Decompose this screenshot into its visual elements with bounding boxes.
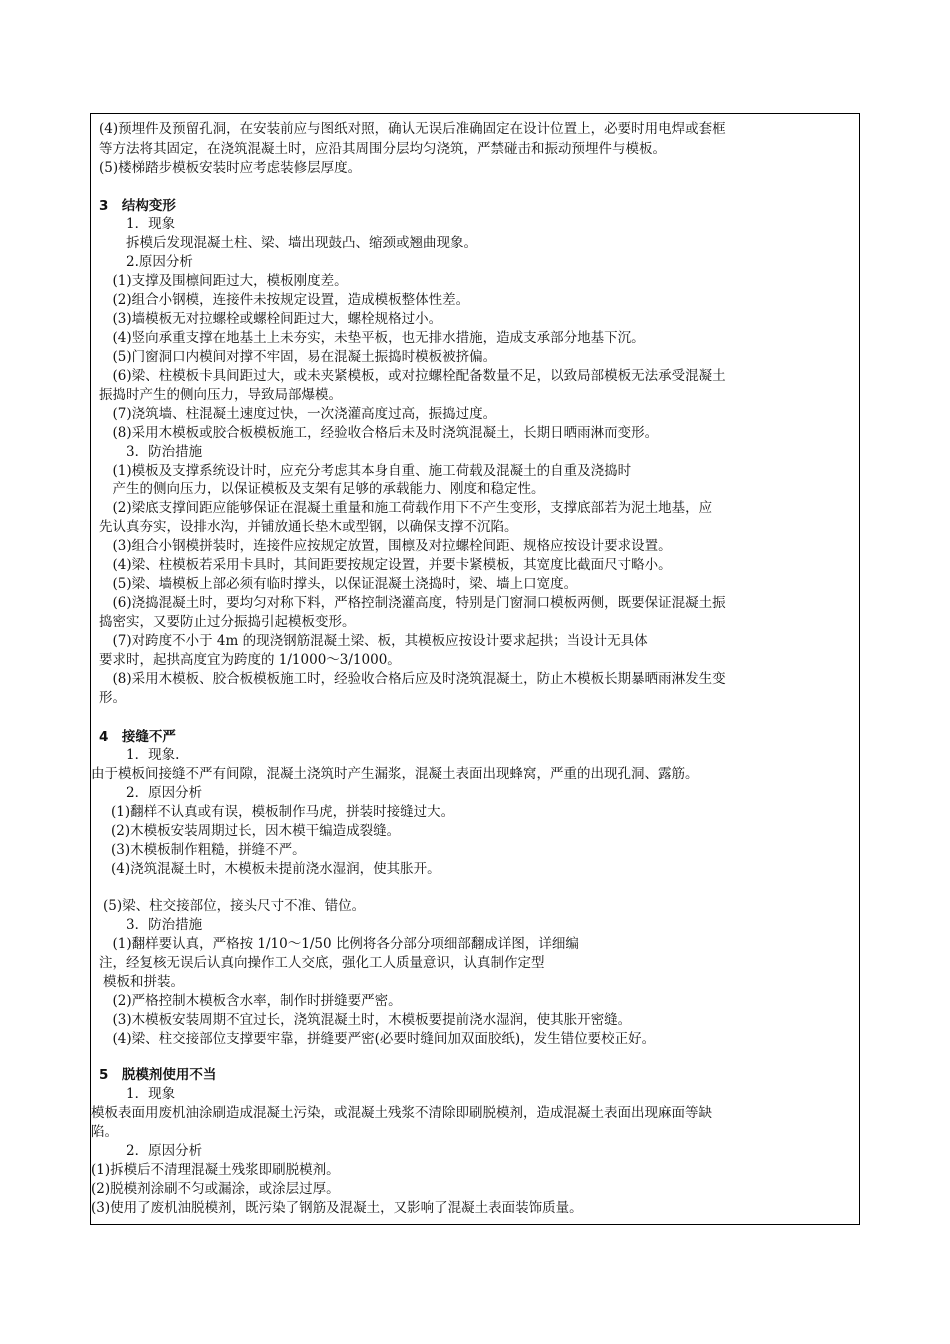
section-heading: 4 接缝不严 bbox=[99, 729, 176, 745]
text-line: (5)梁、柱交接部位，接头尺寸不准、错位。 bbox=[103, 898, 366, 914]
text-line: (3)使用了废机油脱模剂，既污染了钢筋及混凝土，又影响了混凝土表面装饰质量。 bbox=[91, 1200, 583, 1216]
text-line: (2)梁底支撑间距应能够保证在混凝土重量和施工荷载作用下不产生变形，支撑底部若为泥土地基，应 bbox=[99, 500, 713, 516]
text-line: (4)梁、柱交接部位支撑要牢靠，拼缝要严密(必要时缝间加双面胶纸)，发生错位要校正好。 bbox=[99, 1031, 656, 1047]
text-line: (4)浇筑混凝土时，木模板未提前浇水湿润，使其胀开。 bbox=[111, 861, 441, 877]
text-line: (4)预埋件及预留孔洞，在安装前应与图纸对照，确认无误后准确固定在设计位置上，必要时用电焊或套框 bbox=[99, 121, 726, 137]
text-line: (7)对跨度不小于 4m 的现浇钢筋混凝土梁、板，其模板应按设计要求起拱；当设计无具体 bbox=[99, 633, 648, 649]
text-line: (2)木模板安装周期过长，因木模干编造成裂缝。 bbox=[111, 823, 401, 839]
text-line: (1)拆模后不清理混凝土残浆即刷脱模剂。 bbox=[91, 1162, 340, 1178]
text-line: 形。 bbox=[99, 690, 126, 706]
text-line: (5)梁、墙模板上部必须有临时撑头，以保证混凝土浇捣时，梁、墙上口宽度。 bbox=[99, 576, 578, 592]
text-line: (2)组合小钢模，连接件未按规定设置，造成模板整体性差。 bbox=[99, 292, 470, 308]
text-line: (4)竖向承重支撑在地基土上未夯实，未垫平板，也无排水措施，造成支承部分地基下沉。 bbox=[99, 330, 645, 346]
text-line: 2．原因分析 bbox=[99, 1143, 203, 1159]
text-line: (2)严格控制木模板含水率，制作时拼缝要严密。 bbox=[99, 993, 402, 1009]
text-line: (7)浇筑墙、柱混凝土速度过快，一次浇灌高度过高，振捣过度。 bbox=[99, 406, 497, 422]
text-line: 先认真夯实，设排水沟，并铺放通长垫木或型钢，以确保支撑不沉陷。 bbox=[99, 519, 518, 535]
text-line: 3．防治措施 bbox=[99, 917, 203, 933]
text-line: 1．现象 bbox=[99, 1086, 176, 1102]
text-line: (1)翻样要认真，严格按 1/10～1/50 比例将各分部分项细部翻成详图，详细编 bbox=[99, 936, 579, 952]
text-line: (8)采用木模板或胶合板模板施工，经验收合格后未及时浇筑混凝土，长期日晒雨淋而变形。 bbox=[99, 425, 659, 441]
text-line: (3)组合小钢模拼装时，连接件应按规定放置，围檩及对拉螺栓间距、规格应按设计要求设置。 bbox=[99, 538, 672, 554]
text-line: 2.原因分析 bbox=[99, 254, 193, 270]
text-line: (1)支撑及围檩间距过大，模板刚度差。 bbox=[99, 273, 348, 289]
text-line: 1．现象 bbox=[99, 216, 176, 232]
text-line: 产生的侧向压力，以保证模板及支架有足够的承载能力、刚度和稳定性。 bbox=[99, 481, 545, 497]
text-line: 要求时，起拱高度宜为跨度的 1/1000～3/1000。 bbox=[99, 652, 401, 668]
document-frame bbox=[90, 113, 860, 1225]
text-line: (1)模板及支撑系统设计时，应充分考虑其本身自重、施工荷载及混凝土的自重及浇捣时 bbox=[99, 463, 632, 479]
text-line: 捣密实，又要防止过分振捣引起模板变形。 bbox=[99, 614, 356, 630]
text-line: 拆模后发现混凝土柱、梁、墙出现鼓凸、缩颈或翘曲现象。 bbox=[99, 235, 477, 251]
text-line: 2．原因分析 bbox=[99, 785, 203, 801]
text-line: (4)梁、柱模板若采用卡具时，其间距要按规定设置，并要卡紧模板，其宽度比截面尺寸略小。 bbox=[99, 557, 672, 573]
text-line: 等方法将其固定，在浇筑混凝土时，应沿其周围分层均匀浇筑，严禁碰击和振动预埋件与模板。 bbox=[99, 141, 666, 157]
text-line: 注，经复核无误后认真向操作工人交底，强化工人质量意识，认真制作定型 bbox=[99, 955, 545, 971]
text-line: 模板表面用废机油涂刷造成混凝土污染，或混凝土残浆不清除即刷脱模剂，造成混凝土表面出现麻面等缺 bbox=[91, 1105, 712, 1121]
text-line: (1)翻样不认真或有误，模板制作马虎，拼装时接缝过大。 bbox=[111, 804, 455, 820]
text-line: 陷。 bbox=[91, 1124, 118, 1140]
text-line: (2)脱模剂涂刷不匀或漏涂，或涂层过厚。 bbox=[91, 1181, 340, 1197]
text-line: (3)木模板安装周期不宜过长，浇筑混凝土时，木模板要提前浇水湿润，使其胀开密缝。 bbox=[99, 1012, 632, 1028]
text-line: 1．现象. bbox=[99, 747, 180, 763]
text-line: (6)浇捣混凝土时，要均匀对称下料，严格控制浇灌高度，特别是门窗洞口模板两侧，既要保证混凝土振 bbox=[99, 595, 726, 611]
text-line: (5)门窗洞口内模间对撑不牢固，易在混凝土振捣时模板被挤偏。 bbox=[99, 349, 497, 365]
section-heading: 3 结构变形 bbox=[99, 198, 176, 214]
text-line: 由于模板间接缝不严有间隙，混凝土浇筑时产生漏浆，混凝土表面出现蜂窝，严重的出现孔洞、露筋。 bbox=[91, 766, 699, 782]
text-line: 模板和拼装。 bbox=[103, 974, 184, 990]
text-line: (3)木模板制作粗糙，拼缝不严。 bbox=[111, 842, 306, 858]
text-line: 振捣时产生的侧向压力，导致局部爆模。 bbox=[99, 387, 342, 403]
text-line: (3)墙模板无对拉螺栓或螺栓间距过大，螺栓规格过小。 bbox=[99, 311, 443, 327]
section-heading: 5 脱模剂使用不当 bbox=[99, 1067, 217, 1083]
text-line: (5)楼梯踏步模板安装时应考虑装修层厚度。 bbox=[99, 160, 362, 176]
text-line: 3．防治措施 bbox=[99, 444, 203, 460]
text-line: (6)梁、柱模板卡具间距过大，或未夹紧模板，或对拉螺栓配备数量不足，以致局部模板无法承受混凝土 bbox=[99, 368, 726, 384]
text-line: (8)采用木模板、胶合板模板施工时，经验收合格后应及时浇筑混凝土，防止木模板长期暴晒雨淋发生变 bbox=[99, 671, 726, 687]
